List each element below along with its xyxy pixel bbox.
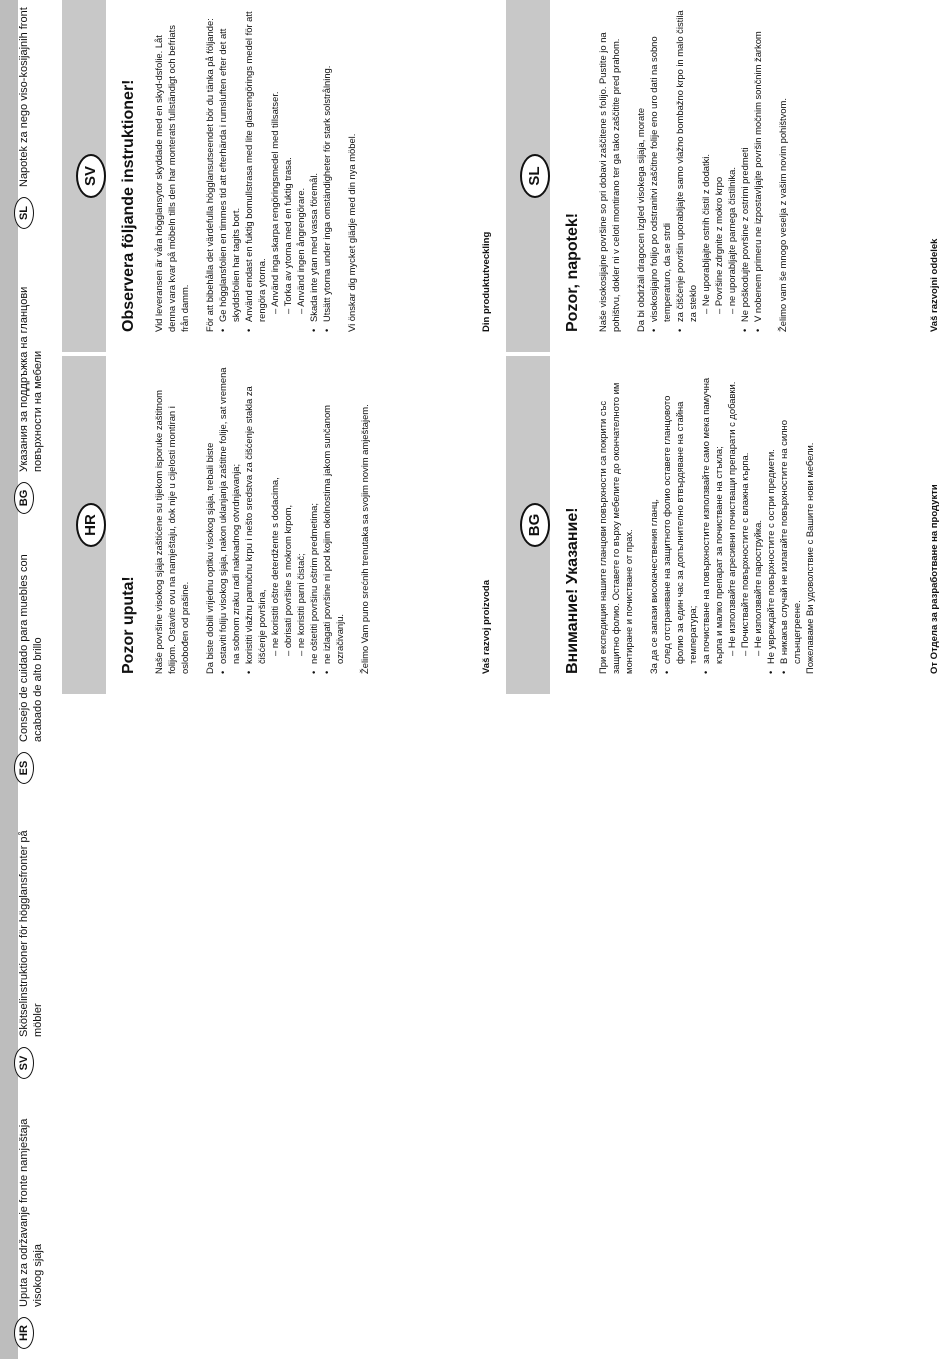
panel-bg	[506, 356, 950, 694]
panel-body	[120, 10, 370, 332]
bg-badge: BG	[14, 482, 34, 514]
panel-sl	[506, 0, 950, 352]
list-item: – Torka av ytorna med en fuktig trasa.	[282, 157, 293, 314]
list-item: – ne uporabljajte parnega čistilnika.	[726, 167, 737, 314]
panel-body	[564, 10, 801, 332]
list-item: – Ne uporabljajte ostrih čistil z dodatki.	[700, 154, 711, 314]
panel-footer: Din produktutveckling	[481, 231, 492, 332]
panel-footer: От Отдела за разработване на продукти	[929, 484, 940, 674]
list-item: • koristiti vlažnu pamučnu krpu i nešto sredstva za čišćenje stakla za čišćenje površina,	[242, 366, 268, 674]
index-label: Napotek za nego viso-kosijajnih front	[18, 7, 30, 187]
panel-body	[120, 366, 383, 674]
paragraph: Želimo vam še mnogo veselja z vašim novim pohištvom.	[777, 98, 788, 332]
sl-badge: SL	[14, 197, 34, 229]
paragraph: Vid leveransen är våra högglansytor skyddade med en skyd-dsfolie. Låt denna vara kvar på möbeln tills den har monterats fullständigt och befriats från damm.	[153, 25, 190, 332]
list-item: • visokosijajno folijo po odstranitvi zaščitne folije eno uro dati na sobno temperaturo, da se strdi	[647, 10, 673, 332]
panel-title: Внимание! Указание!	[564, 507, 581, 674]
instruction-list	[216, 10, 333, 332]
language-badge: SV	[76, 154, 106, 198]
language-badge: BG	[520, 503, 550, 547]
list-item: • Skada inte ytan med vassa föremål.	[307, 10, 320, 332]
list-item: • ne oštetiti površinu oštrim predmetima;	[307, 366, 320, 674]
instruction-list	[660, 366, 803, 674]
list-item: • Ne poškodujte površine z ostrimi predmeti	[738, 10, 751, 332]
list-item: – Površine zdrgnite z mokro krpo	[713, 176, 724, 314]
list-item: – Не използвайте пароструйка.	[752, 520, 763, 656]
panel-header	[62, 356, 106, 694]
sv-badge: SV	[14, 1047, 34, 1079]
panel-title: Pozor uputa!	[120, 576, 137, 674]
list-item: – Använd inga skarpa rengöringsmedel med tillsatser.	[269, 91, 280, 314]
instruction-list	[647, 10, 764, 332]
paragraph: Da biste dobili vrijednu optiku visokog sjaja, trebali biste	[204, 442, 215, 674]
list-item: • след отстраняване на защитното фолио оставете гланцовото фолио за един час за допълнително втвърдяване на стайна температура;	[660, 366, 699, 674]
list-item: • Не увреждайте повърхностите с остри предмети.	[764, 366, 777, 674]
list-item: • V nobenem primeru ne izpostavljajte površin močnim sončnim žarkom	[751, 10, 764, 332]
panel-body	[564, 366, 828, 674]
panel-title: Observera följande instruktioner!	[120, 79, 137, 332]
paragraph: Da bi obdržali dragocen izgled visokega sijaja, morate	[635, 107, 646, 332]
panel-header	[506, 356, 550, 694]
language-index	[0, 0, 60, 1359]
language-badge: HR	[76, 503, 106, 547]
list-item: – Använd ingen ångrengörare.	[295, 187, 306, 314]
panel-sv	[62, 0, 502, 352]
paragraph: Vi önskar dig mycket glädje med din nya möbel.	[346, 133, 357, 332]
paragraph: За да се запази високачествения гланц,	[648, 499, 659, 674]
list-item: • ostaviti foliju visokog sjaja, nakon uklanjanja zaštitne folije, sat vremena na sobnom zraku radi naknadnog otvrdnjavanja;	[216, 366, 242, 674]
list-item: • В никакъв случай не излагайте повърхностите на силно слънцегреене.	[777, 366, 803, 674]
list-item: – ne koristiti oštre deterdžente s dodacima,	[269, 477, 280, 656]
list-item: – ne koristiti parni čistač;	[295, 553, 306, 656]
panel-footer: Vaš razvoj proizvoda	[481, 580, 492, 674]
panel-footer: Vaš razvojni oddelek	[929, 238, 940, 332]
panel-header	[62, 0, 106, 352]
panel-header	[506, 0, 550, 352]
index-label: Указания за поддръжка на гланцови повърхности на мебели	[18, 286, 44, 472]
list-item: • za čiščenje površin uporabljajte samo vlažno bombažno krpo in malo čistila za steklo	[673, 10, 699, 332]
language-badge: SL	[520, 154, 550, 198]
list-item: – obrisati površine s mokrom krpom,	[282, 504, 293, 656]
panel-hr	[62, 356, 502, 694]
panel-title: Pozor, napotek!	[564, 212, 581, 332]
paragraph: Naše površine visokog sjaja zaštićene su tijekom isporuke zaštitnom folijom. Ostavite ovu na namještaju, dok nije u cijelosti montiran i oslobođen od prašine.	[153, 390, 190, 674]
list-item: • Ge högglansfolien en timmes tid att efterhärda i rumsluften efter det att skyddsfolien har tagits bort.	[216, 10, 242, 332]
index-label: Consejo de cuidado para muebles con acabado de alto brillo	[18, 554, 44, 742]
list-item: • ne izlagati površine ni pod kojim okolnostima jakom sunčanom ozračivanju.	[320, 366, 346, 674]
list-item: – Почиствайте повърхностите с влажна кърпа.	[739, 452, 750, 656]
paragraph: Naše visokosijajne površine so pri dobavi zaščitene s folijo. Pustite jo na pohištvu, dokler ni v celoti montirano ter ga tako zaščitite pred prahom.	[597, 32, 621, 332]
es-badge: ES	[14, 752, 34, 784]
list-item: – Не използвайте агресивни почистващи препарати с добавки.	[726, 381, 737, 656]
list-item: • Använd endast en fuktig bomullstrasa med lite glasrengörings medel för att rengöra ytorna.	[242, 10, 268, 332]
list-item: • за почистване на повърхностите използвайте само мека памучна кърпа и малко препарат за почистване на стъкла;	[699, 366, 725, 674]
instruction-list	[216, 366, 346, 674]
index-label: Skötselinstruktioner för högglansfronter på möbler	[18, 830, 44, 1037]
index-label: Uputa za održavanje fronte namještaja visokog sjaja	[18, 1118, 44, 1307]
hr-badge: HR	[14, 1317, 34, 1349]
paragraph: Želimo Vam puno srećnih trenutaka sa svojim novim amještajem.	[359, 404, 370, 674]
list-item: • Utsätt ytorna under inga omständigheter för stark solstrålning.	[320, 10, 333, 332]
paragraph: För att bibehålla det värdefulla högglansutseendet bör du tänka på följande:	[204, 18, 215, 332]
paragraph: При експедиция нашите гланцови повърхности са покрити със защитно фолио. Оставете го върху мебелите до окончателното им монтиране и почистване от прах.	[597, 382, 634, 674]
paragraph: Пожелаваме Ви удоволствие с Вашите нови мебели.	[804, 442, 815, 674]
